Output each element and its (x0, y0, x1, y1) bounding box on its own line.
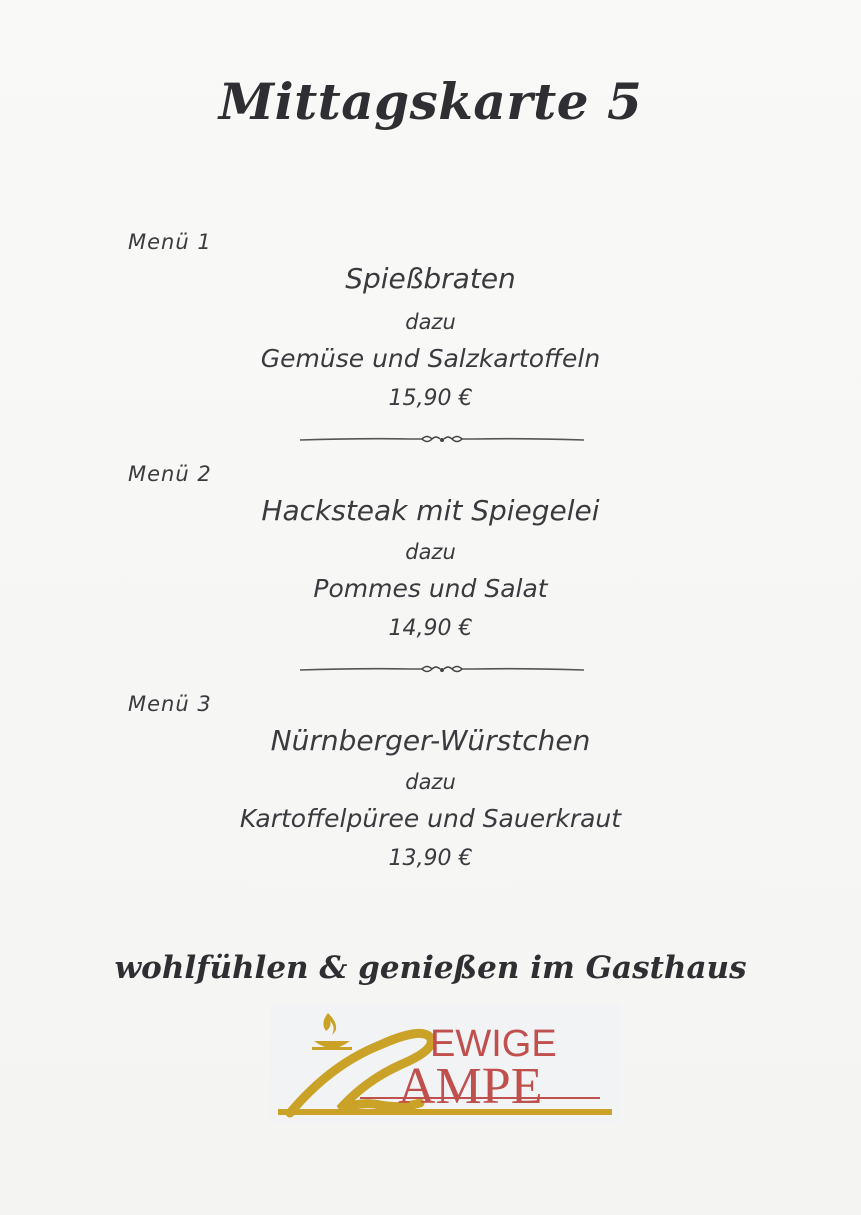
logo-text-line1: EWIGE (430, 1023, 557, 1065)
page-title: Mittagskarte 5 (218, 72, 643, 131)
menu-3-price: 13,90 € (388, 846, 473, 871)
menu-3-label: Menü 3 (128, 692, 212, 716)
menu-1-dish: Spießbraten (345, 262, 516, 295)
tagline: wohlfühlen & genießen im Gasthaus (114, 950, 747, 986)
menu-3-connector: dazu (405, 770, 456, 794)
menu-3-dish: Nürnberger-Würstchen (270, 724, 591, 757)
menu-1-side: Gemüse und Salzkartoffeln (260, 344, 601, 373)
menu-1-connector: dazu (405, 310, 456, 334)
ornament-divider-2 (300, 663, 584, 677)
menu-2-price: 14,90 € (388, 616, 473, 641)
menu-1-label: Menü 1 (128, 230, 212, 254)
menu-2-dish: Hacksteak mit Spiegelei (261, 494, 600, 527)
menu-2-connector: dazu (405, 540, 456, 564)
ornament-divider-1 (300, 433, 584, 447)
ewige-lampe-logo (270, 1005, 620, 1123)
menu-1-price: 15,90 € (388, 386, 473, 411)
menu-2-side: Pommes und Salat (313, 574, 548, 603)
menu-3-side: Kartoffelpüree und Sauerkraut (239, 804, 622, 833)
menu-2-label: Menü 2 (128, 462, 212, 486)
logo-text-line2: AMPE (398, 1058, 543, 1115)
